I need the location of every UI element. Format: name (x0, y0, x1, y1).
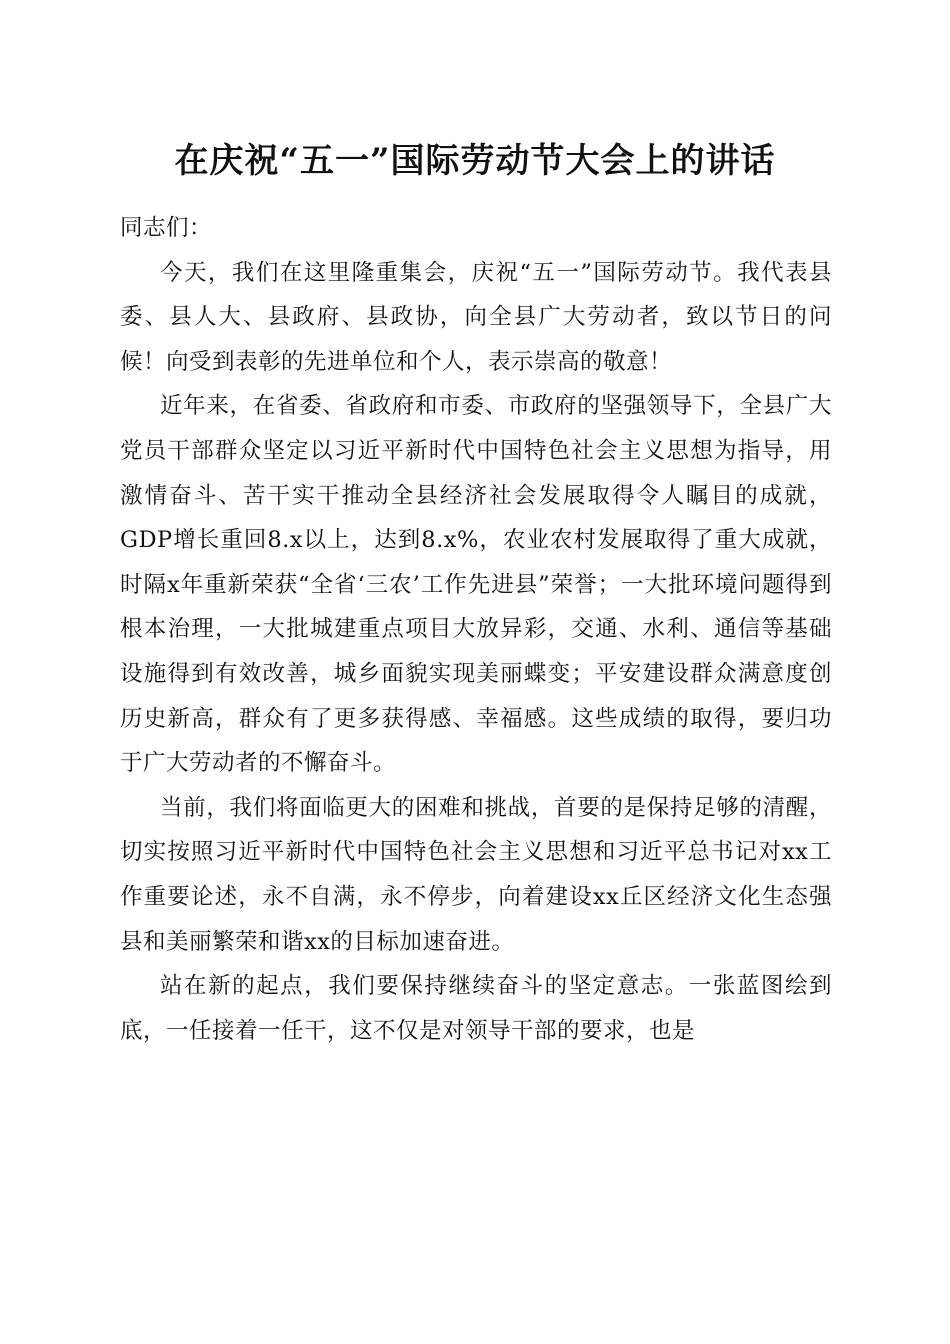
paragraph-new-start: 站在新的起点，我们要保持继续奋斗的坚定意志。一张蓝图绘到底，一任接着一任干，这不仅是对领导干部的要求，也是 (120, 973, 832, 1044)
document-body (120, 206, 832, 1053)
salutation: 同志们： (120, 215, 213, 241)
document-title: 在庆祝“五一”国际劳动节大会上的讲话 (174, 141, 776, 181)
paragraph-challenges: 当前，我们将面临更大的困难和挑战，首要的是保持足够的清醒，切实按照习近平新时代中国特色社会主义思想和习近平总书记对xx工作重要论述，永不自满，永不停步，向着建设xx丘区经济文化生态强县和美丽繁荣和谐xx的目标加速奋进。 (120, 794, 832, 955)
paragraph-greeting: 今天，我们在这里隆重集会，庆祝“五一”国际劳动节。我代表县委、县人大、县政府、县政协，向全县广大劳动者，致以节日的问候！向受到表彰的先进单位和个人，表示崇高的敬意！ (120, 259, 832, 375)
paragraph-achievements: 近年来，在省委、省政府和市委、市政府的坚强领导下，全县广大党员干部群众坚定以习近平新时代中国特色社会主义思想为指导，用激情奋斗、苦干实干推动全县经济社会发展取得令人瞩目的成就，GDP增长重回8.x以上，达到8.x%，农业农村发展取得了重大成就，时隔x年重新荣获“全省‘三农’工作先进县”荣誉；一大批环境问题得到根本治理，一大批城建重点项目大放异彩，交通、水利、通信等基础设施得到有效改善，城乡面貌实现美丽蝶变；平安建设群众满意度创历史新高，群众有了更多获得感、幸福感。这些成绩的取得，要归功于广大劳动者的不懈奋斗。 (120, 393, 832, 777)
